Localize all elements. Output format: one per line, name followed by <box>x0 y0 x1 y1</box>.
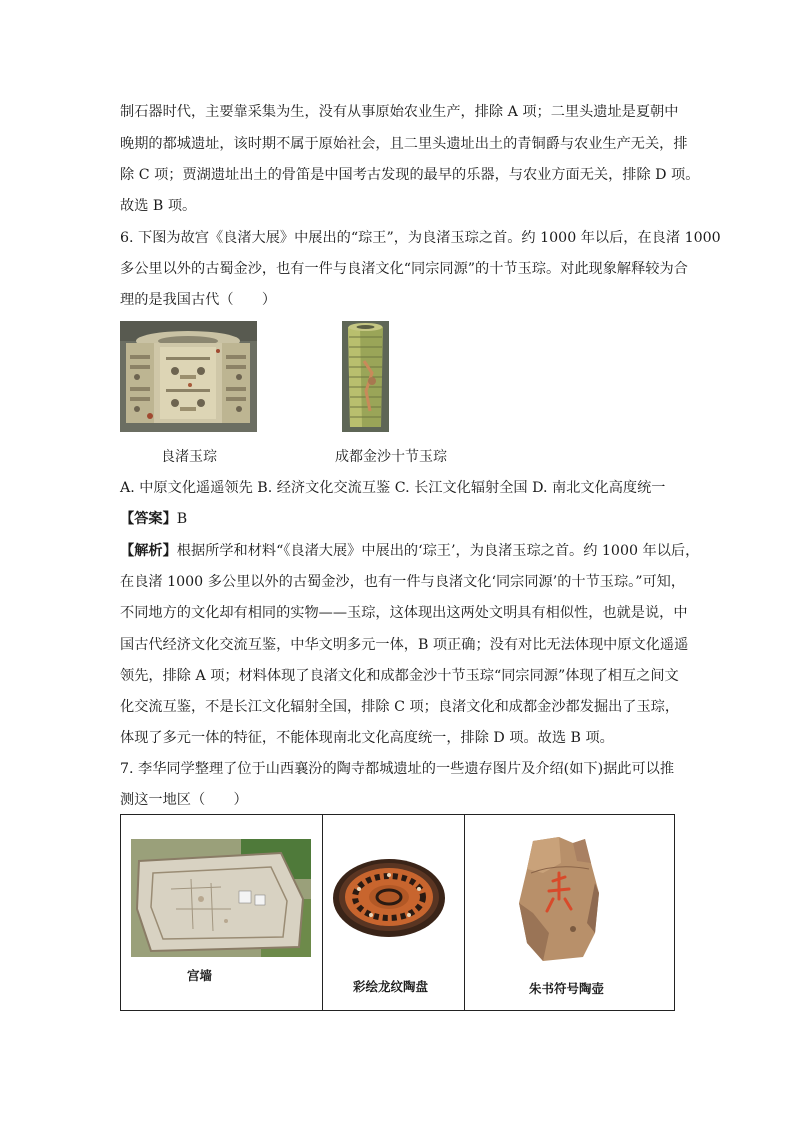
answer-value: B <box>176 511 188 527</box>
analysis-text: 根据所学和材料“《良渚大展》中展出的‘琮王’，为良渚玉琮之首。约 1000 年以后， <box>176 543 700 559</box>
liangzhu-jade-cong-caption: 良渚玉琮 <box>161 449 217 465</box>
relics-table <box>120 814 675 1011</box>
vermilion-inscribed-pot-image <box>513 833 603 965</box>
analysis-line-3: 不同地方的文化却有相同的实物——玉琮，这体现出这两处文明具有相似性，也就是说，中 <box>120 605 688 621</box>
text-line-4: 故选 B 项。 <box>120 198 197 214</box>
analysis-line-4: 国古代经济文化交流互鉴，中华文明多元一体，B 项正确；没有对比无法体现中原文化遥遥 <box>120 637 689 653</box>
question-6-options: A. 中原文化遥遥领先 B. 经济文化交流互鉴 C. 长江文化辐射全国 D. 南北文化高度统一 <box>120 480 666 496</box>
jinsha-jade-cong-caption: 成都金沙十节玉琮 <box>335 449 447 465</box>
question-6-line-1: 6. 下图为故宫《良渚大展》中展出的“琮王”，为良渚玉琮之首。约 1000 年以后，在良渚 1000 <box>120 230 721 246</box>
question-7-line-2: 测这一地区（ ） <box>120 792 248 808</box>
table-divider <box>464 815 465 1010</box>
painted-dragon-plate-image <box>331 857 447 939</box>
analysis-line-5: 领先，排除 A 项；材料体现了良渚文化和成都金沙十节玉琮“同宗同源”体现了相互之间文 <box>120 668 679 684</box>
text-line-2: 晚期的都城遗址，该时期不属于原始社会，且二里头遗址出土的青铜爵与农业生产无关，排 <box>120 136 688 152</box>
palace-wall-image <box>131 839 311 957</box>
analysis-line-6: 化交流互鉴，不是长江文化辐射全国，排除 C 项；良渚文化和成都金沙都发掘出了玉琮， <box>120 699 680 715</box>
palace-wall-caption: 宫墙 <box>187 968 213 983</box>
analysis-line-1 <box>120 541 699 561</box>
table-divider <box>322 815 323 1010</box>
text-line-1: 制石器时代，主要靠采集为生，没有从事原始农业生产，排除 A 项；二里头遗址是夏朝中 <box>120 104 679 120</box>
analysis-label: 【解析】 <box>120 543 177 559</box>
text-line-3: 除 C 项；贾湖遗址出土的骨笛是中国考古发现的最早的乐器，与农业方面无关，排除 D 项。 <box>120 167 700 183</box>
painted-dragon-plate-caption: 彩绘龙纹陶盘 <box>353 979 429 994</box>
question-6-line-3: 理的是我国古代（ ） <box>120 292 277 308</box>
analysis-line-2: 在良渚 1000 多公里以外的古蜀金沙，也有一件与良渚文化‘同宗同源’的十节玉琮。”可知， <box>120 574 686 590</box>
jinsha-ten-section-jade-cong-image <box>342 321 389 432</box>
analysis-line-7: 体现了多元一体的特征，不能体现南北文化高度统一，排除 D 项。故选 B 项。 <box>120 730 614 746</box>
answer-label: 【答案】 <box>120 511 177 527</box>
vermilion-inscribed-pot-caption: 朱书符号陶壶 <box>529 981 605 996</box>
liangzhu-jade-cong-image <box>120 321 257 432</box>
question-7-line-1: 7. 李华同学整理了位于山西襄汾的陶寺都城遗址的一些遗存图片及介绍(如下)据此可以推 <box>120 761 675 777</box>
question-6-line-2: 多公里以外的古蜀金沙，也有一件与良渚文化“同宗同源”的十节玉琮。对此现象解释较为合 <box>120 261 688 277</box>
answer-line <box>120 509 187 529</box>
